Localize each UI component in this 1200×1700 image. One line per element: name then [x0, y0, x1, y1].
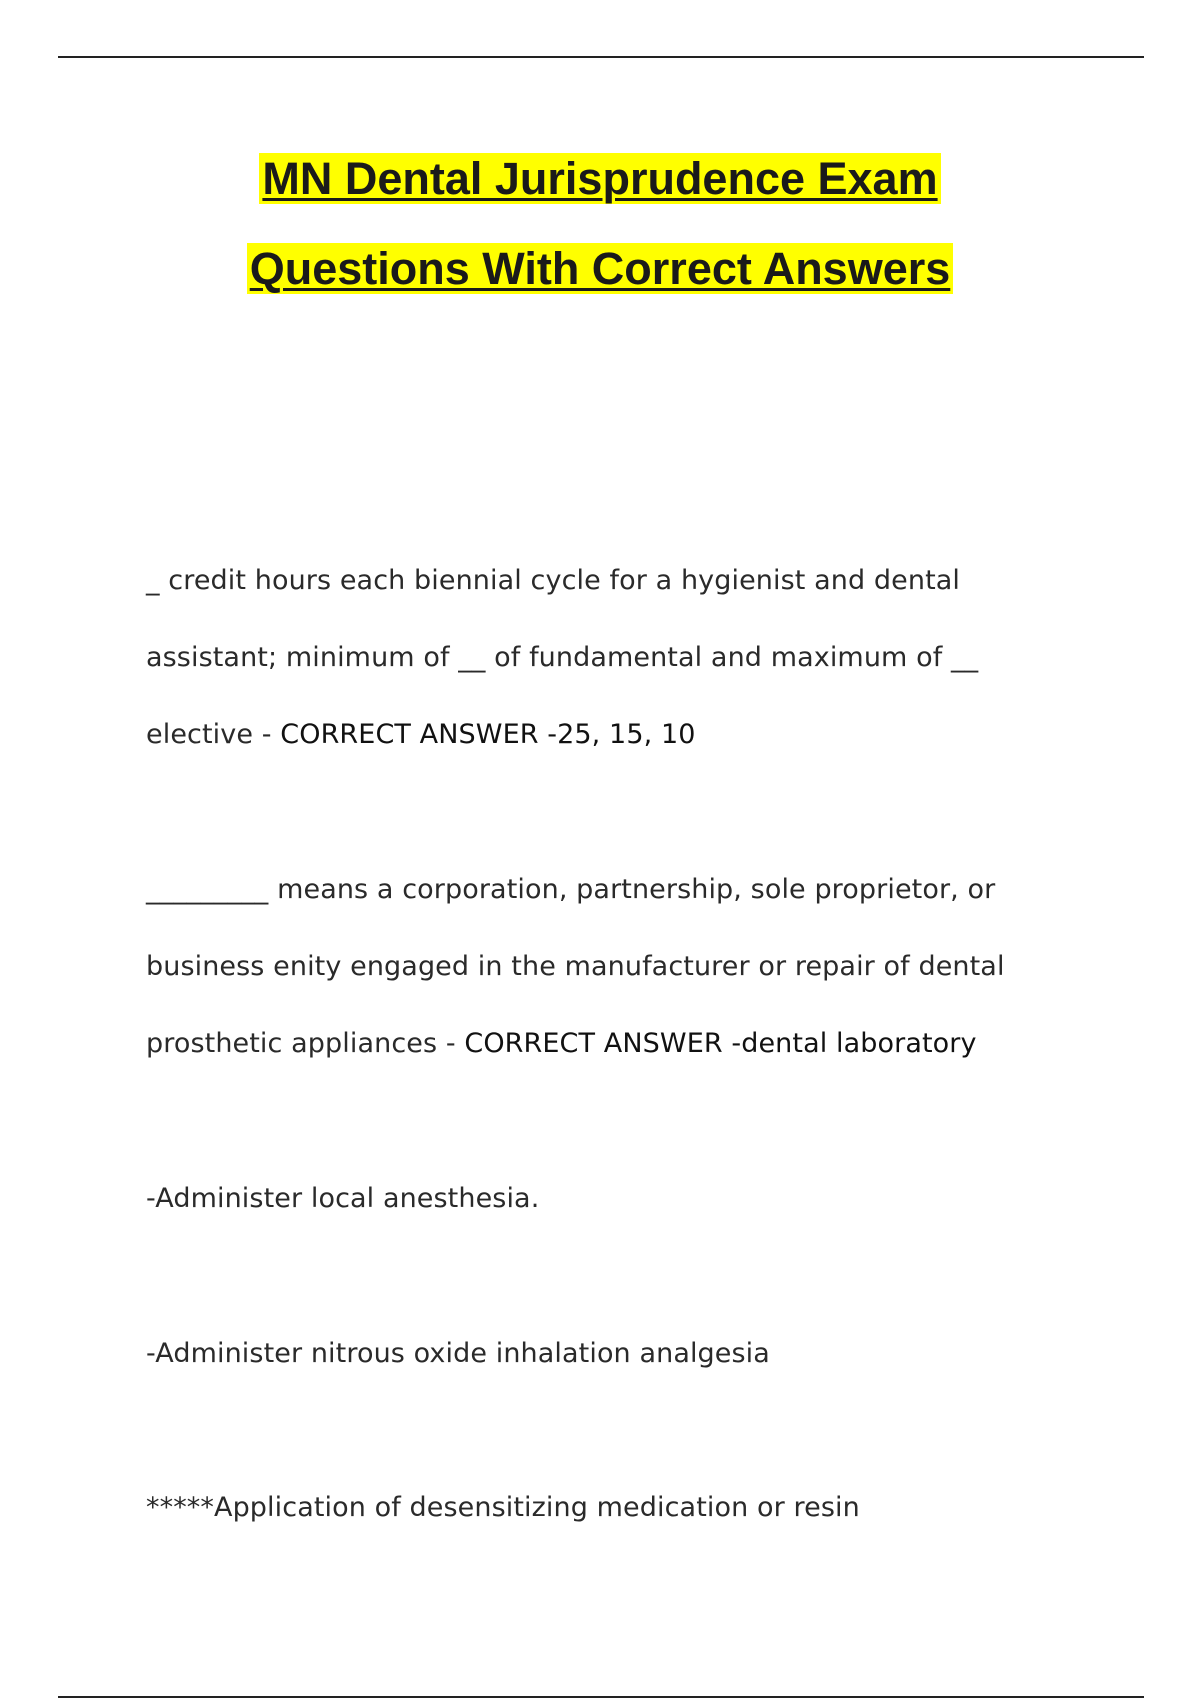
question-1-text-end: elective -	[146, 719, 281, 750]
question-2-line-1: _________ means a corporation, partnership, sole proprietor, or	[146, 874, 996, 905]
question-2-line-2: business enity engaged in the manufacturer or repair of dental	[146, 951, 1005, 982]
document-title-line-2: Questions With Correct Answers	[0, 243, 1200, 295]
question-1-answer: CORRECT ANSWER -25, 15, 10	[280, 719, 696, 750]
question-2-line-3	[146, 1027, 977, 1061]
question-3-line-2: -Administer nitrous oxide inhalation analgesia	[146, 1338, 770, 1369]
question-2-answer: CORRECT ANSWER -dental laboratory	[464, 1028, 977, 1059]
question-3-line-3: *****Application of desensitizing medication or resin	[146, 1492, 860, 1523]
question-3-line-1: -Administer local anesthesia.	[146, 1183, 540, 1214]
bottom-rule	[58, 1696, 1144, 1698]
top-rule	[58, 56, 1144, 58]
question-1-line-3	[146, 718, 696, 752]
question-2-text-end: prosthetic appliances -	[146, 1028, 465, 1059]
document-title-line-1: MN Dental Jurisprudence Exam	[0, 153, 1200, 205]
question-1-line-2: assistant; minimum of __ of fundamental and maximum of __	[146, 642, 979, 673]
question-1-line-1: _ credit hours each biennial cycle for a hygienist and dental	[146, 565, 961, 596]
